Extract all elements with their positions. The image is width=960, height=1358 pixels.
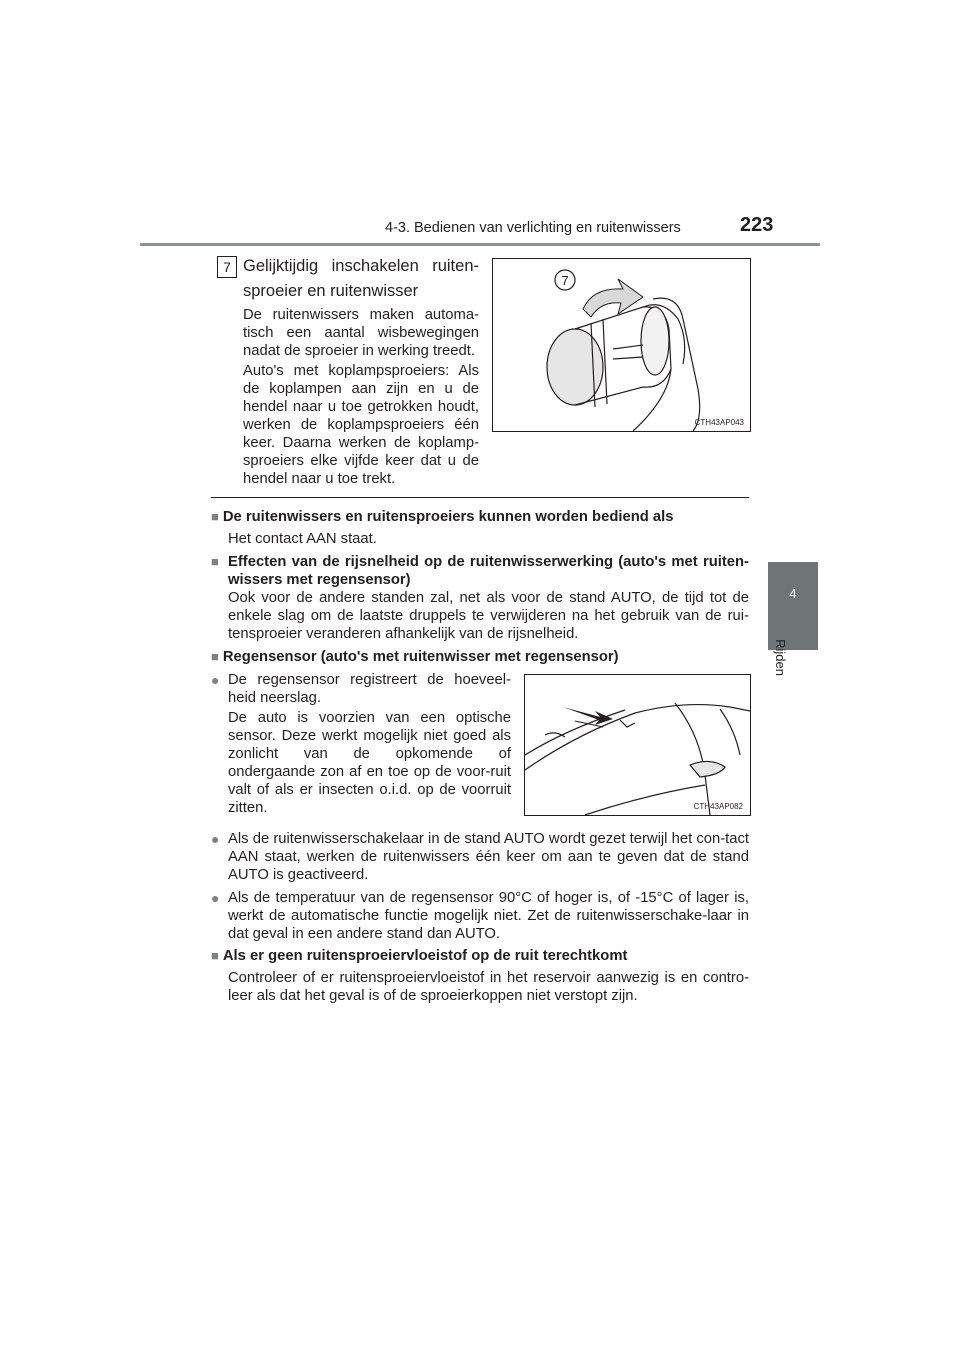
figure-code: CTH43AP082 (693, 802, 743, 811)
lever-illustration (492, 258, 751, 432)
section-paragraph-1: De ruitenwissers maken automa-tisch een aantal wisbewegingen nadat de sproeier in werking treedt. (243, 307, 479, 359)
chapter-label-box (772, 632, 808, 692)
figure-code: CTH43AP043 (694, 418, 744, 427)
square-bullet-icon: ■ (211, 649, 219, 664)
header-rule (140, 243, 820, 246)
square-bullet-icon: ■ (211, 509, 219, 524)
note-heading-3: ■ Regensensor (auto's met ruitenwisser met regensensor) (211, 649, 619, 665)
section-divider (211, 497, 749, 498)
figure-callout: 7 (561, 273, 569, 288)
note-text-1: Het contact AAN staat. (228, 531, 377, 547)
round-bullet-icon: ● (211, 831, 220, 847)
section-paragraph-2: Auto's met koplampsproeiers: Als de koplampen aan zijn en u de hendel naar u toe getrokken houdt, werken de koplampsproeiers één keer. Daarna werken de koplamp-sproeiers elke vijfde keer dat u de hendel naar u toe trekt. (243, 363, 479, 487)
round-bullet-icon: ● (211, 672, 220, 688)
lever-drawing (493, 259, 750, 431)
chapter-number: 4 (789, 586, 797, 601)
note-text-4: Controleer of er ruitensproeiervloeistof in het reservoir aanwezig is en contro-leer als dat het geval is of de sproeierkoppen niet verstopt zijn. (228, 970, 749, 1004)
section-heading: Gelijktijdig inschakelen ruiten-sproeier en ruitenwisser (243, 257, 479, 300)
chapter-label: Rijden (772, 639, 788, 676)
running-header: 4-3. Bedienen van verlichting en ruitenwissers (385, 220, 681, 236)
windshield-drawing (525, 675, 750, 815)
page-number: 223 (740, 214, 774, 236)
square-bullet-icon: ■ (211, 948, 219, 963)
square-bullet-icon: ■ (211, 554, 219, 569)
note-heading-4: ■ Als er geen ruitensproeiervloeistof op de ruit terechtkomt (211, 948, 628, 964)
note-heading-1: ■ De ruitenwissers en ruitensproeiers kunnen worden bediend als (211, 509, 674, 525)
windshield-illustration (524, 674, 751, 816)
round-bullet-icon: ● (211, 890, 220, 906)
note-text-2: Ook voor de andere standen zal, net als voor de stand AUTO, de tijd tot de enkele slag om de laatste druppels te verwijderen na het gebruik van de rui-tensproeier veranderen afhankelijk van de rijsnelheid. (228, 590, 749, 642)
item-number-box: 7 (217, 256, 237, 278)
